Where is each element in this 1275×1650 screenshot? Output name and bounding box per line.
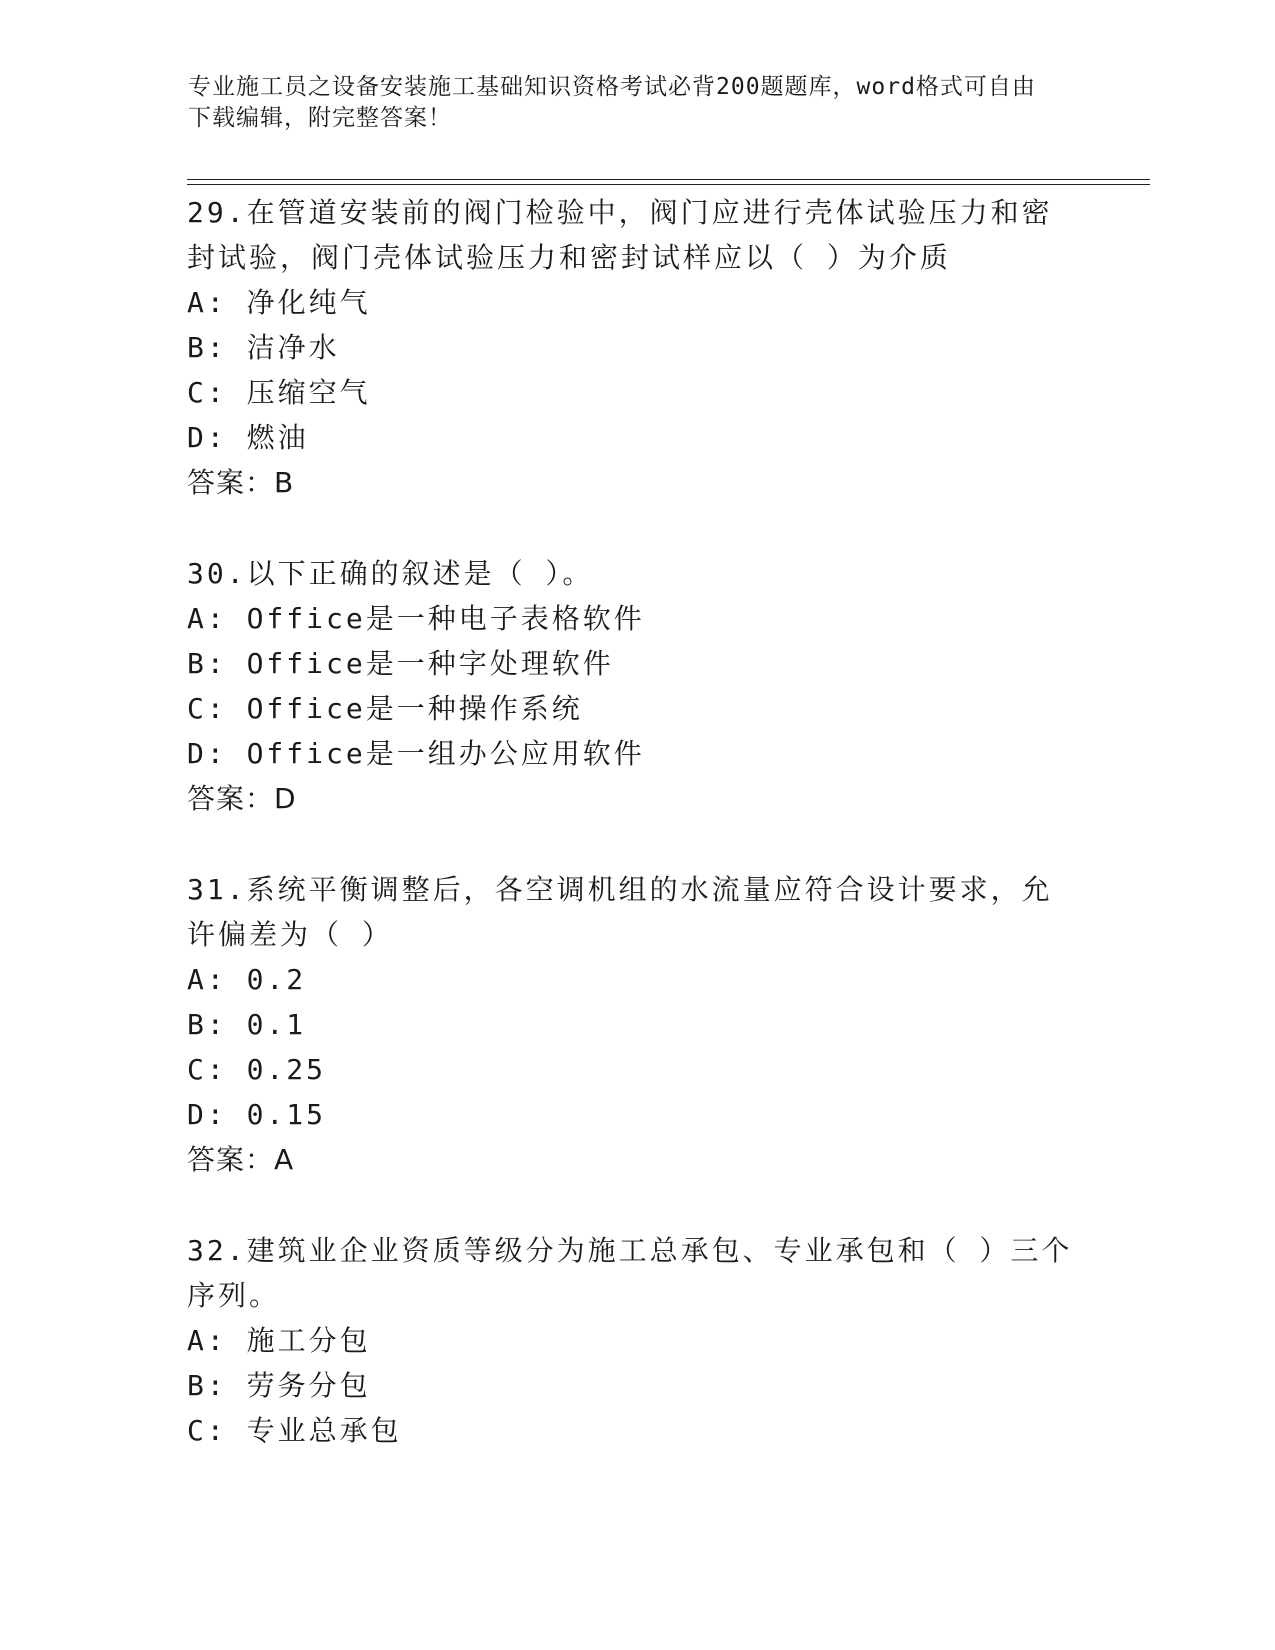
question-30	[187, 551, 1077, 821]
option-c: C: Office是一种操作系统	[187, 692, 583, 725]
option-a: A: 净化纯气	[187, 286, 371, 319]
question-text: 32.建筑业企业资质等级分为施工总承包、专业承包和（ ）三个序列。	[187, 1234, 1073, 1312]
header-divider-top	[187, 179, 1150, 180]
option-a: A: 0.2	[187, 963, 307, 996]
header-line-1: 专业施工员之设备安装施工基础知识资格考试必背200题题库，word格式可自由	[188, 74, 1036, 100]
question-text: 31.系统平衡调整后，各空调机组的水流量应符合设计要求，允许偏差为（ ）	[187, 873, 1053, 951]
option-b: B: 洁净水	[187, 331, 340, 364]
question-text: 29.在管道安装前的阀门检验中，阀门应进行壳体试验压力和密封试验，阀门壳体试验压力和密封试样应以（ ）为介质	[187, 196, 1053, 274]
question-list	[187, 190, 1077, 1499]
option-d: D: 燃油	[187, 421, 309, 454]
question-31	[187, 867, 1077, 1182]
option-a: A: 施工分包	[187, 1324, 371, 1357]
option-d: D: 0.15	[187, 1098, 327, 1131]
option-b: B: Office是一种字处理软件	[187, 647, 614, 680]
question-32	[187, 1228, 1077, 1453]
document-header	[188, 72, 1068, 134]
option-b: B: 0.1	[187, 1008, 307, 1041]
header-line-2: 下载编辑，附完整答案！	[188, 105, 452, 131]
option-a: A: Office是一种电子表格软件	[187, 602, 645, 635]
option-b: B: 劳务分包	[187, 1369, 371, 1402]
option-c: C: 专业总承包	[187, 1414, 402, 1447]
answer: 答案：B	[187, 466, 295, 499]
question-29	[187, 190, 1077, 505]
option-c: C: 0.25	[187, 1053, 327, 1086]
option-d: D: Office是一组办公应用软件	[187, 737, 645, 770]
header-divider-bottom	[187, 184, 1150, 185]
answer: 答案：D	[187, 782, 297, 815]
answer: 答案：A	[187, 1143, 295, 1176]
question-text: 30.以下正确的叙述是（ ）。	[187, 557, 594, 590]
option-c: C: 压缩空气	[187, 376, 371, 409]
